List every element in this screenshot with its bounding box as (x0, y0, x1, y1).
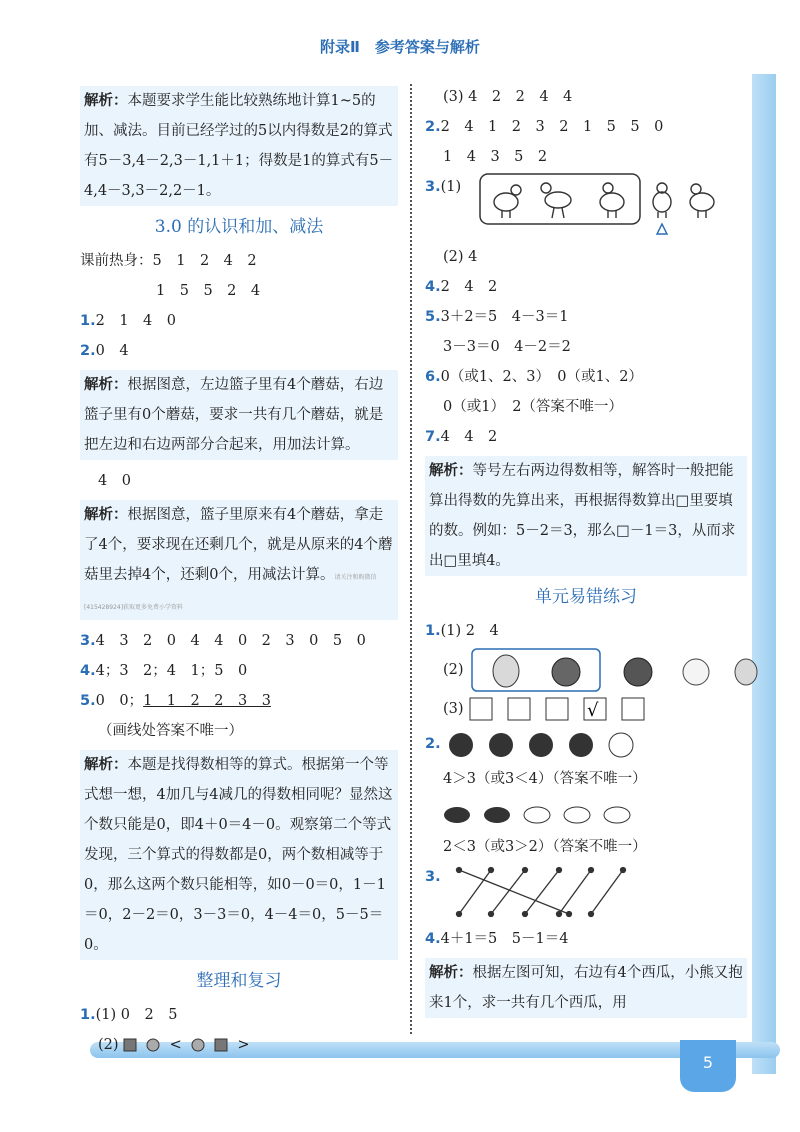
mango-icon (735, 659, 757, 685)
orange-icon (552, 658, 580, 686)
eggplant-outline-icon (564, 807, 590, 823)
review-6-row2: 0（或1） 2（答案不唯一） (443, 399, 623, 415)
tomato-row-figure (445, 727, 645, 761)
watermark: 请关注和购微信[415428924]获取更多免费小学资料 (84, 574, 377, 611)
error-2-row2: 2＜3（或3＞2）（答案不唯一） (443, 839, 647, 855)
review-3-2: (2) 4 (443, 249, 478, 265)
tomato-icon (449, 733, 473, 757)
error-2-figure-1: 2. (425, 724, 747, 764)
section-title-zero: 3.0 的认识和加、减法 (154, 217, 324, 237)
analysis-note-2: 解析：根据图意，左边篮子里有4个蘑菇，右边篮子里有0个蘑菇，要求一共有几个蘑菇，就是把左边和右边两部分合起来，用加法计算。 (80, 370, 398, 460)
tomato-icon (529, 733, 553, 757)
review-6: 6.0（或1、2、3） 0（或1、2） (425, 369, 643, 385)
review-4: 4.2 4 2 (425, 279, 498, 295)
eggplant-icon (444, 807, 470, 823)
circle-icon (191, 1038, 205, 1052)
right-column (425, 82, 747, 1024)
error-1-3: (3) √ (425, 694, 747, 724)
question-3: 3.4 3 2 0 4 4 0 2 3 0 5 0 (80, 633, 366, 649)
review-7: 7.4 4 2 (425, 429, 498, 445)
eggplant-row-figure (443, 797, 643, 829)
question-1: 1.2 1 4 0 (80, 313, 177, 329)
review-1-2: (2) < > (98, 1037, 250, 1053)
analysis-text: 本题要求学生能比较熟练地计算1~5的加、减法。目前已经学过的5以内得数是2的算式有5－3,4－2,3－1,1＋1；得数是1的算式有5－4,4－3,3－2,2－1。 (84, 93, 394, 199)
checkbox-row-figure (468, 696, 668, 722)
peach-icon (683, 659, 709, 685)
column-divider (410, 84, 412, 1034)
eggplant-icon (484, 807, 510, 823)
section-title-errors: 单元易错练习 (535, 587, 637, 607)
tomato-icon (569, 733, 593, 757)
error-4: 4.4＋1＝5 5－1＝4 (425, 931, 569, 947)
analysis-label: 解析： (84, 93, 128, 109)
fruit-row-figure (468, 647, 758, 693)
question-2: 2.0 4 (80, 343, 129, 359)
error-3: 3. (425, 862, 747, 924)
analysis-note-6: 解析：根据左图可知，右边有4个西瓜，小熊又抱来1个，求一共有几个西瓜，用 (425, 958, 747, 1018)
question-2b: 4 0 (98, 473, 131, 489)
question-4: 4.4；3 2；4 1；5 0 (80, 663, 248, 679)
section-title-review: 整理和复习 (196, 971, 282, 991)
review-1-1: 1.(1) 0 2 5 (80, 1007, 178, 1023)
review-2: 2.2 4 1 2 3 2 1 5 5 0 (425, 119, 664, 135)
circle-icon (146, 1038, 160, 1052)
eggplant-outline-icon (524, 807, 550, 823)
analysis-note-1 (80, 86, 398, 206)
analysis-note-5: 解析：等号左右两边得数相等，解答时一般把能算出得数的先算出来，再根据得数算出□里要填的数。例如：5－2＝3，那么□－1＝3，从而求出□里填4。 (425, 456, 747, 576)
eggplant-outline-icon (604, 807, 630, 823)
left-column (80, 82, 398, 1060)
chicken-icon (494, 183, 714, 218)
review-5: 5.3＋2＝5 4－3＝1 (425, 309, 569, 325)
question-5: 5.0 0；1 1 2 2 3 3 (80, 693, 271, 709)
warmup-row-1: 课前热身：5 1 2 4 2 (80, 253, 257, 269)
review-5-row2: 3－3＝0 4－2＝2 (443, 339, 571, 355)
apple-icon (624, 658, 652, 686)
square-icon (123, 1038, 137, 1052)
review-3-1: 3.(1) (425, 172, 747, 242)
error-1-2: (2) (425, 646, 747, 694)
warmup-row-2: 1 5 5 2 4 (156, 283, 261, 299)
error-2-row1: 4＞3（或3＜4）（答案不唯一） (443, 771, 647, 787)
matching-lines-figure (445, 862, 645, 920)
checkmark-icon: √ (587, 700, 599, 721)
right-decor-strip (752, 74, 776, 1074)
error-1-1: 1.(1) 2 4 (425, 623, 499, 639)
analysis-note-3: 解析：根据图意，篮子里原来有4个蘑菇，拿走了4个，要求现在还剩几个，就是从原来的4个蘑菇里去掉4个，还剩0个，用减法计算。请关注和购微信[415428924]获取更多免费小学资料 (80, 500, 398, 620)
dragonfruit-icon (493, 655, 519, 687)
page-header: 附录Ⅱ 参考答案与解析 (320, 38, 480, 56)
triangle-mark-icon (657, 224, 667, 234)
analysis-note-4: 解析：本题是找得数相等的算式。根据第一个等式想一想，4加几与4减几的得数相同呢？显然这个数只能是0，即4＋0＝4－0。观察第二个等式发现，三个算式的得数都是0，两个数相减等于0，那么这两个数只能相等，如0－0＝0，1－1＝0，2－2＝0，3－3＝0，4－4＝0，5－5＝0。 (80, 750, 398, 960)
page-number: 5 (680, 1040, 736, 1092)
error-2-figure-2 (425, 794, 747, 832)
review-1-3: (3) 4 2 2 4 4 (443, 89, 573, 105)
square-icon (214, 1038, 228, 1052)
tomato-icon (489, 733, 513, 757)
question-5-remark: （画线处答案不唯一） (98, 723, 243, 739)
chicken-group-figure (466, 172, 716, 238)
tomato-outline-icon (609, 733, 633, 757)
review-2-row2: 1 4 3 5 2 (443, 149, 548, 165)
